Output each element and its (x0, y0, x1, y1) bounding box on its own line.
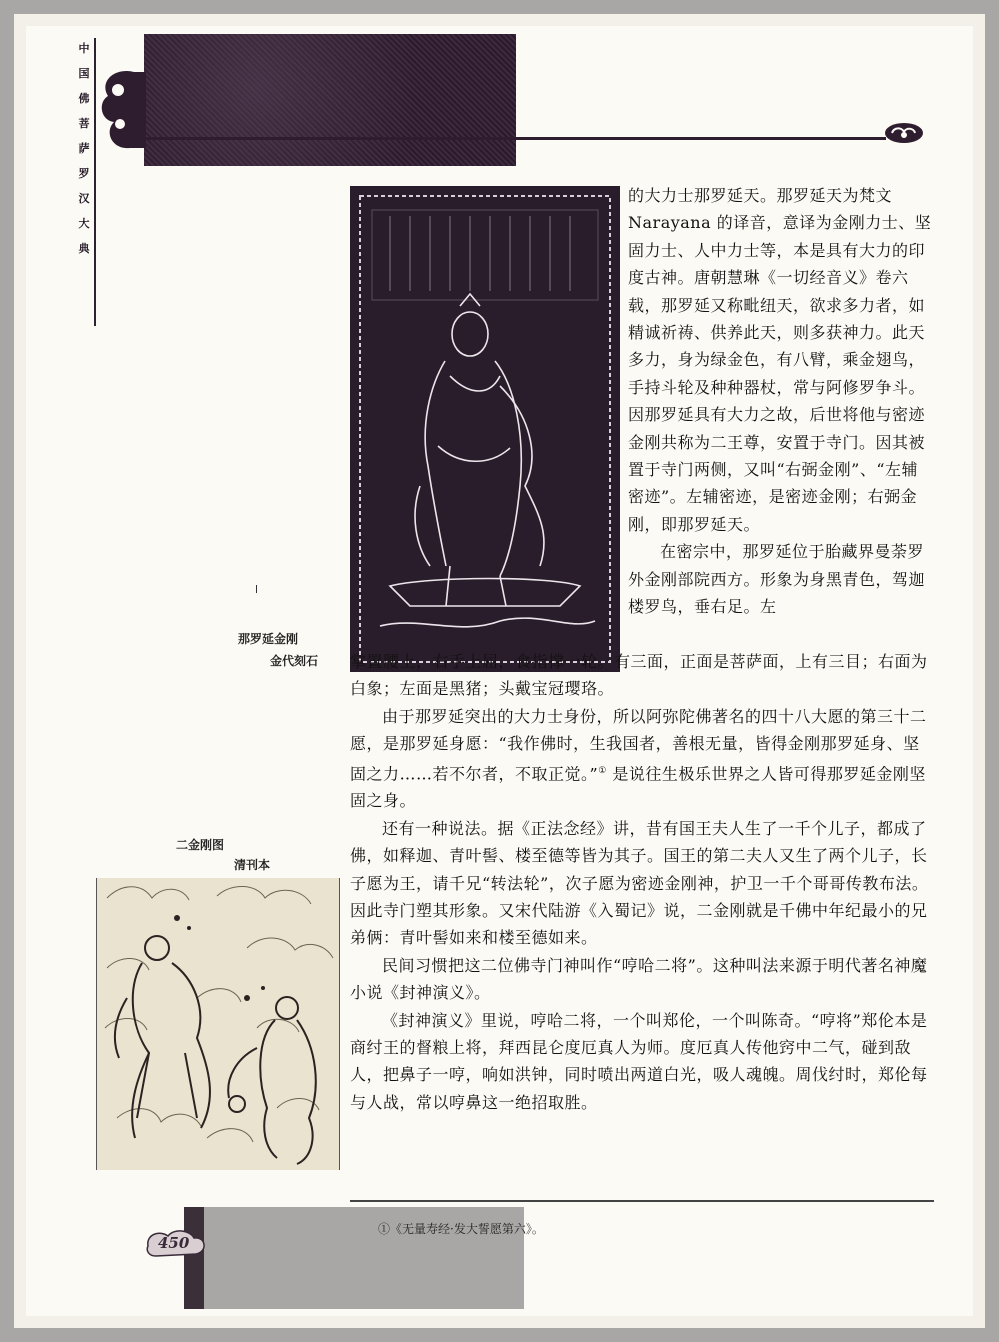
two-vajra-print-image (96, 878, 340, 1170)
cloud-ornament-icon (94, 62, 146, 158)
body-paragraph-2-a: 由于那罗延突出的大力士身份，所以阿弥陀佛著名的四十八大愿的第三十二愿，是那罗延身愿：“我作佛时，生我国者，善根无量，皆得金刚那罗延身、坚固之力……若不尔者，不取正觉。” (350, 706, 927, 783)
cloud-scroll-icon (884, 122, 924, 144)
footnote-text: ①《无量寿经·发大誓愿第六》。 (378, 1222, 544, 1236)
body-paragraph-4: 民间习惯把这二位佛寺门神叫作“哼哈二将”。这种叫法来源于明代著名神魔小说《封神演义》。 (350, 955, 928, 1003)
series-char: 萨 (78, 142, 90, 155)
caption-second-subtitle: 清刊本 (234, 858, 271, 872)
header-rule (144, 137, 886, 140)
footnote-ref[interactable]: ① (598, 765, 607, 776)
body-paragraph-5: 《封神演义》里说，哼哈二将，一个叫郑伦，一个叫陈奇。“哼将”郑伦本是商纣王的督粮上将，拜西昆仑度厄真人为师。度厄真人传他窍中二气，碰到敌人，把鼻子一哼，响如洪钟，同时喷出两道白光，吸人魂魄。周伐纣时，郑伦每与人战，常以哼鼻这一绝招取胜。 (350, 1010, 928, 1112)
series-char: 中 (78, 42, 90, 55)
body-paragraph-3: 还有一种说法。据《正法念经》讲，昔有国王夫人生了一千个儿子，都成了佛，如释迦、青叶髻、楼至德等皆为其子。国王的第二夫人又生了两个儿子，长子愿为王，请千兄“转法轮”，次子愿为密迹金刚神，护卫一千个哥哥传教布法。因此寺门塑其形象。又宋代陆游《入蜀记》说，二金刚就是千佛中年纪最小的兄弟俩：青叶髻如来和楼至德如来。 (350, 818, 929, 948)
body-paragraph-2 (350, 703, 932, 815)
column-text (628, 182, 932, 621)
series-char: 汉 (78, 192, 90, 205)
footnote-rule (350, 1200, 934, 1202)
page-number: 450 (158, 1234, 190, 1252)
caption-second-title: 二金刚图 (176, 838, 225, 852)
caption-leader-tick (256, 585, 257, 593)
column-paragraph-2: 在密宗中，那罗延位于胎藏界曼荼罗外金刚部院西方。形象为身黑青色，驾迦楼罗鸟，垂右足。左 (628, 542, 926, 617)
caption-main-title: 那罗延金刚 (238, 632, 299, 646)
series-char: 菩 (78, 117, 90, 130)
narayana-rubbing-image (350, 186, 620, 672)
series-char: 典 (78, 242, 90, 255)
body-paragraph-1-cont: 掌置腰上，右手上屈，食指撑一轮。有三面，正面是菩萨面，上有三目；右面为白象；左面是黑猪；头戴宝冠璎珞。 (350, 652, 928, 699)
series-char: 大 (78, 217, 90, 230)
header-texture-highlight (144, 34, 516, 166)
series-char: 国 (78, 67, 90, 80)
column-paragraph-1: 的大力士那罗延天。那罗延天为梵文 Narayana 的译音，意译为金刚力士、坚固力士、人中力士等，本是具有大力的印度古神。唐朝慧琳《一切经音义》卷六载，那罗延又称毗纽天，欲求多力者，如精诚祈祷、供养此天，则多获神力。此天多力，身为绿金色，有八臂，乘金翅鸟，手持斗轮及种种器杖，常与阿修罗争斗。因那罗延具有大力之故，后世将他与密迹金刚共称为二王尊，安置于寺门。因其被置于寺门两侧，又叫“右弼金刚”、“左辅密迹”。左辅密迹，是密迹金刚；右弼金刚，即那罗延天。 (628, 186, 932, 534)
series-char: 佛 (78, 92, 90, 105)
body-paragraph-2-b: 是说往生极乐世界之人皆可得那罗延金刚坚固之身。 (350, 763, 926, 811)
caption-main-subtitle: 金代刻石 (270, 654, 319, 668)
series-title-vertical (76, 36, 92, 261)
body-text (350, 648, 932, 1116)
series-char: 罗 (78, 167, 90, 180)
